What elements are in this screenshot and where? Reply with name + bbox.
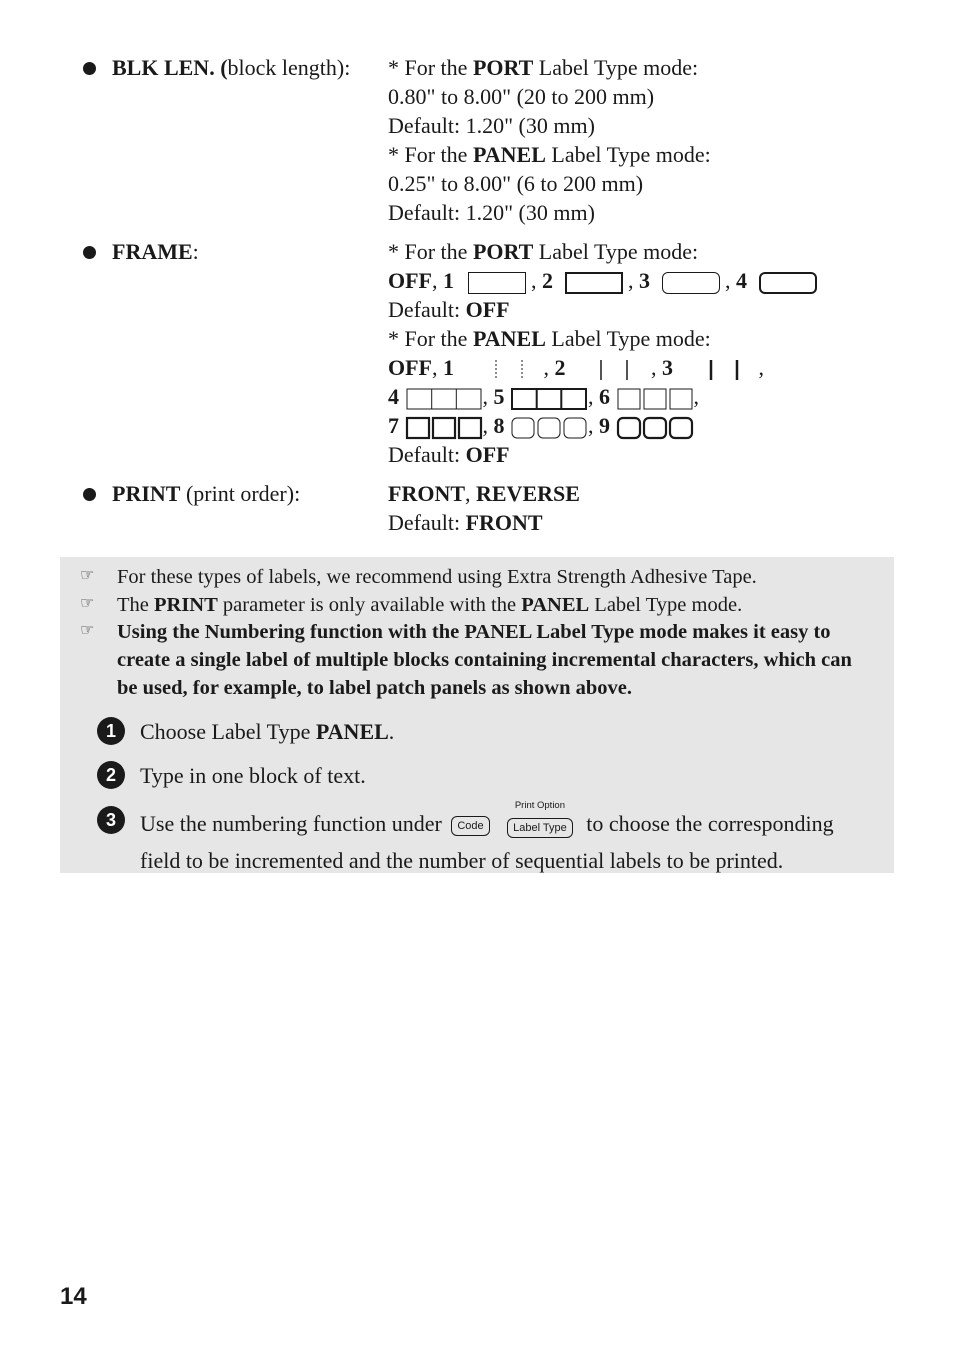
frame-4-icon [759,272,817,294]
panel-frame-5-icon [510,387,588,411]
label-type-key: Print Option Label Type [507,800,573,840]
frame-1-icon [468,272,526,294]
panel-default: Default: 1.20" (30 mm) [388,200,595,225]
port-default: Default: 1.20" (30 mm) [388,113,595,138]
param-name: FRAME: [112,239,199,264]
panel-frame-9-icon [616,416,694,440]
panel-frame-7-icon [405,416,483,440]
port-frame-options: OFF, 1 , 2 , 3 , 4 [388,266,817,295]
panel-frame-2-icon [571,358,651,382]
bullet-icon [83,488,96,501]
frame-2-icon [565,272,623,294]
bullet-icon [83,62,96,75]
frame-3-icon [662,272,720,294]
panel-frame-8-icon [510,416,588,440]
param-values: * For the PORT Label Type mode: 0.80" to 8.00" (20 to 200 mm) Default: 1.20" (30 mm) * For the PANEL Label Type mode: 0.25" to 8.00" (6 to 200 mm) Default: 1.20" (30 mm) [388,55,711,225]
step-number-icon: 2 [97,761,125,789]
hand-pointer-icon: ☞ [80,620,95,639]
label-type-key-icon: Label Type [507,818,573,838]
panel-frame-3-icon [679,358,759,382]
panel-frame-4-icon [405,387,483,411]
hand-pointer-icon: ☞ [80,593,95,612]
step-number-icon: 3 [97,806,125,834]
port-range: 0.80" to 8.00" (20 to 200 mm) [388,84,655,109]
panel-frame-1-icon [464,358,544,382]
panel-frame-options-row2: 4 , 5 , 6 , [388,384,699,409]
step-number-icon: 1 [97,717,125,745]
panel-range: 0.25" to 8.00" (6 to 200 mm) [388,171,644,196]
panel-frame-6-icon [616,387,694,411]
code-key-icon: Code [451,816,489,836]
bullet-icon [83,246,96,259]
panel-frame-options-row1: OFF, 1 , 2 , 3 , [388,355,764,380]
hand-pointer-icon: ☞ [80,565,95,584]
param-name: PRINT (print order): [112,481,301,506]
param-name: BLK LEN. (block length): [112,55,351,80]
param-values: * For the PORT Label Type mode: OFF, 1 , 2 , 3 , 4 Default: OFF * For the PANEL Label Type mode: OFF, 1 , 2 , 3 , 4 , 5 , 6 , 7 , 8 , 9 Default: OFF [388,237,817,469]
param-values: FRONT, REVERSE Default: FRONT [388,481,580,535]
page-number: 14 [60,1283,87,1310]
panel-frame-options-row3: 7 , 8 , 9 [388,411,817,440]
